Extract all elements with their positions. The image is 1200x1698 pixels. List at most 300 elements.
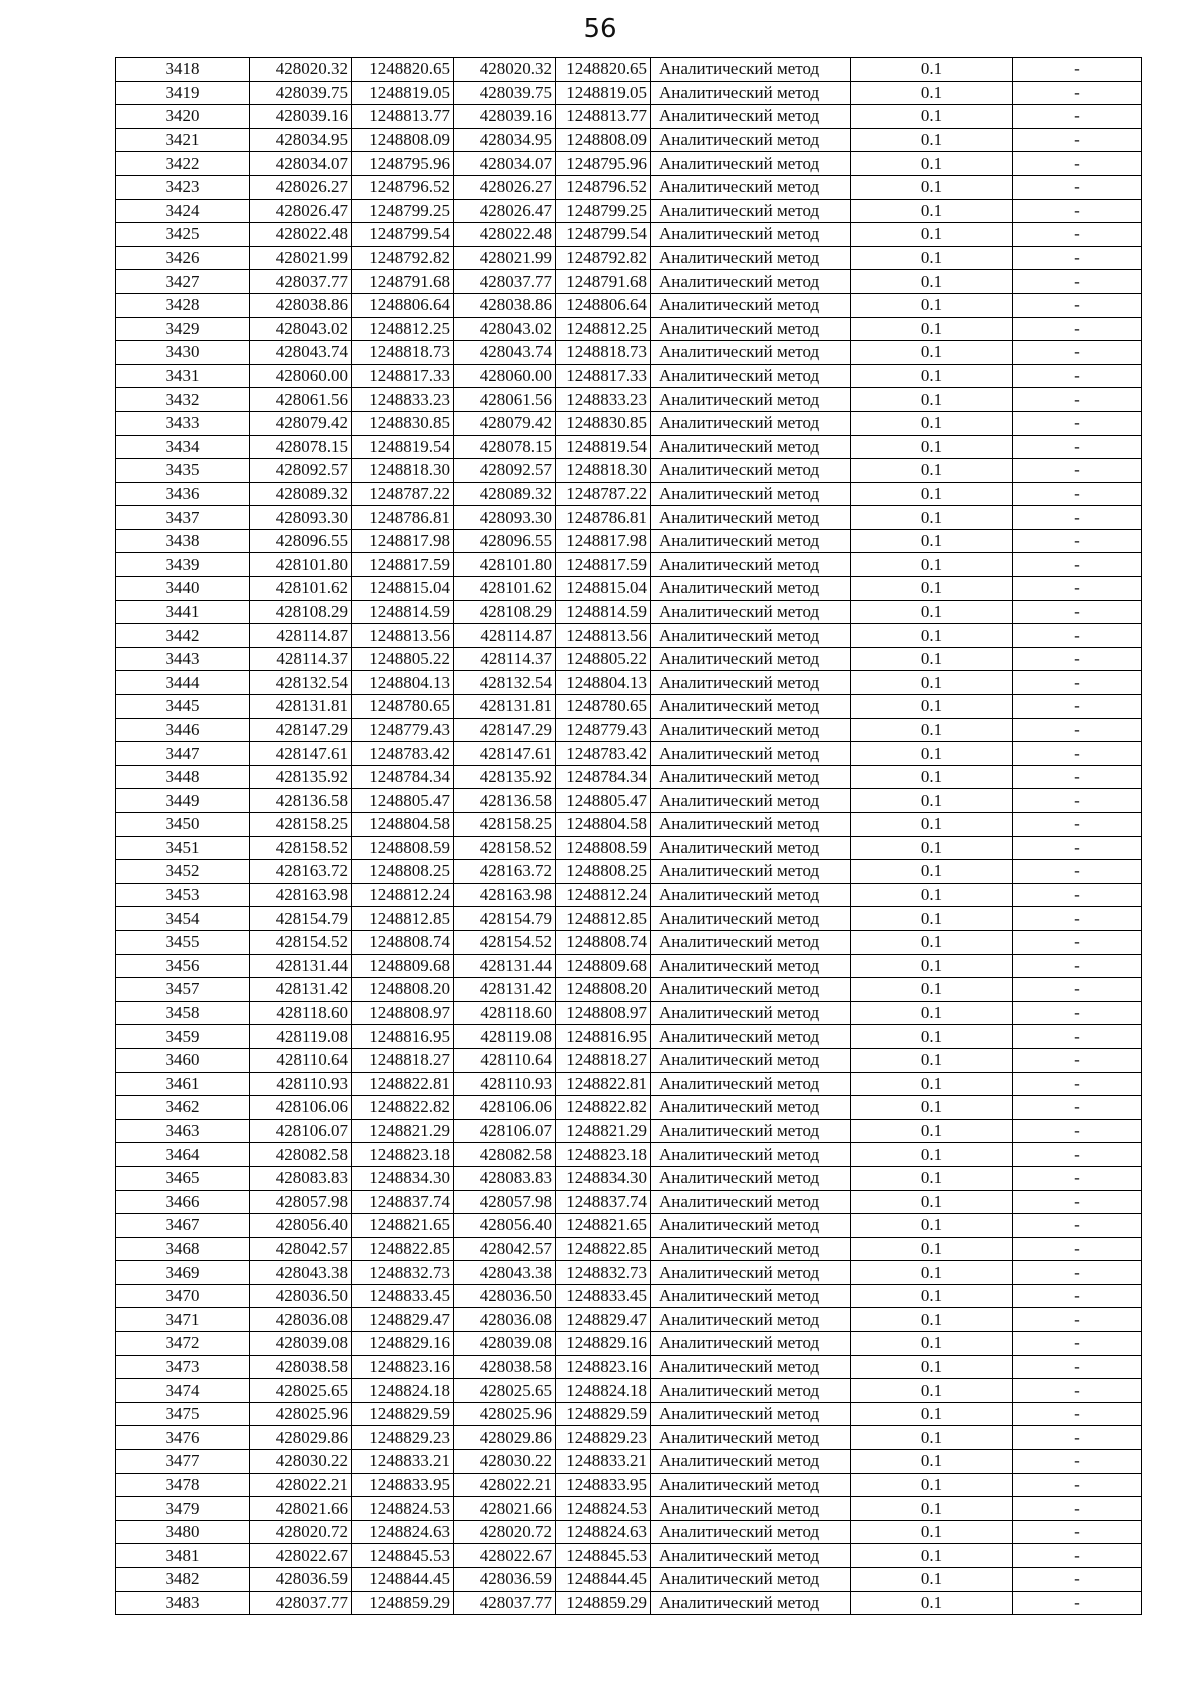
x-coordinate-cell: 428078.15 — [250, 435, 352, 459]
accuracy-cell: 0.1 — [851, 978, 1013, 1002]
method-cell: Аналитический метод — [651, 223, 851, 247]
accuracy-cell: 0.1 — [851, 1166, 1013, 1190]
x-coordinate-cell: 428036.08 — [250, 1308, 352, 1332]
note-cell: - — [1013, 1544, 1142, 1568]
x-coordinate-repeat-cell: 428154.79 — [454, 907, 556, 931]
table-row — [116, 293, 1142, 317]
table-row — [116, 1473, 1142, 1497]
x-coordinate-repeat-cell: 428037.77 — [454, 270, 556, 294]
table-row — [116, 742, 1142, 766]
point-number-cell: 3471 — [116, 1308, 250, 1332]
x-coordinate-repeat-cell: 428114.37 — [454, 647, 556, 671]
y-coordinate-repeat-cell: 1248817.98 — [556, 529, 651, 553]
note-cell: - — [1013, 293, 1142, 317]
y-coordinate-repeat-cell: 1248829.23 — [556, 1426, 651, 1450]
method-cell: Аналитический метод — [651, 624, 851, 648]
note-cell: - — [1013, 1166, 1142, 1190]
y-coordinate-repeat-cell: 1248824.18 — [556, 1379, 651, 1403]
method-cell: Аналитический метод — [651, 1568, 851, 1592]
x-coordinate-cell: 428025.65 — [250, 1379, 352, 1403]
y-coordinate-cell: 1248833.45 — [352, 1284, 454, 1308]
point-number-cell: 3460 — [116, 1048, 250, 1072]
y-coordinate-cell: 1248808.09 — [352, 128, 454, 152]
x-coordinate-cell: 428092.57 — [250, 459, 352, 483]
y-coordinate-repeat-cell: 1248786.81 — [556, 506, 651, 530]
point-number-cell: 3438 — [116, 529, 250, 553]
x-coordinate-cell: 428106.06 — [250, 1096, 352, 1120]
x-coordinate-cell: 428036.50 — [250, 1284, 352, 1308]
method-cell: Аналитический метод — [651, 1402, 851, 1426]
method-cell: Аналитический метод — [651, 1308, 851, 1332]
accuracy-cell: 0.1 — [851, 860, 1013, 884]
y-coordinate-cell: 1248784.34 — [352, 765, 454, 789]
x-coordinate-cell: 428039.08 — [250, 1332, 352, 1356]
accuracy-cell: 0.1 — [851, 81, 1013, 105]
note-cell: - — [1013, 647, 1142, 671]
table-row — [116, 506, 1142, 530]
point-number-cell: 3439 — [116, 553, 250, 577]
y-coordinate-cell: 1248813.77 — [352, 105, 454, 129]
x-coordinate-repeat-cell: 428119.08 — [454, 1025, 556, 1049]
x-coordinate-repeat-cell: 428132.54 — [454, 671, 556, 695]
y-coordinate-repeat-cell: 1248805.47 — [556, 789, 651, 813]
table-row — [116, 1119, 1142, 1143]
y-coordinate-cell: 1248809.68 — [352, 954, 454, 978]
table-row — [116, 1025, 1142, 1049]
x-coordinate-cell: 428110.93 — [250, 1072, 352, 1096]
method-cell: Аналитический метод — [651, 883, 851, 907]
x-coordinate-repeat-cell: 428025.65 — [454, 1379, 556, 1403]
x-coordinate-repeat-cell: 428135.92 — [454, 765, 556, 789]
note-cell: - — [1013, 1190, 1142, 1214]
y-coordinate-cell: 1248787.22 — [352, 482, 454, 506]
point-number-cell: 3430 — [116, 341, 250, 365]
point-number-cell: 3420 — [116, 105, 250, 129]
accuracy-cell: 0.1 — [851, 1284, 1013, 1308]
table-row — [116, 175, 1142, 199]
point-number-cell: 3462 — [116, 1096, 250, 1120]
accuracy-cell: 0.1 — [851, 1143, 1013, 1167]
point-number-cell: 3456 — [116, 954, 250, 978]
accuracy-cell: 0.1 — [851, 435, 1013, 459]
y-coordinate-cell: 1248833.23 — [352, 388, 454, 412]
y-coordinate-repeat-cell: 1248833.45 — [556, 1284, 651, 1308]
method-cell: Аналитический метод — [651, 199, 851, 223]
y-coordinate-cell: 1248819.54 — [352, 435, 454, 459]
y-coordinate-repeat-cell: 1248804.58 — [556, 813, 651, 837]
y-coordinate-repeat-cell: 1248812.85 — [556, 907, 651, 931]
point-number-cell: 3467 — [116, 1214, 250, 1238]
x-coordinate-cell: 428147.29 — [250, 718, 352, 742]
method-cell: Аналитический метод — [651, 954, 851, 978]
accuracy-cell: 0.1 — [851, 1497, 1013, 1521]
x-coordinate-repeat-cell: 428029.86 — [454, 1426, 556, 1450]
note-cell: - — [1013, 860, 1142, 884]
note-cell: - — [1013, 813, 1142, 837]
table-row — [116, 836, 1142, 860]
method-cell: Аналитический метод — [651, 553, 851, 577]
table-row — [116, 624, 1142, 648]
y-coordinate-repeat-cell: 1248822.85 — [556, 1237, 651, 1261]
accuracy-cell: 0.1 — [851, 789, 1013, 813]
x-coordinate-cell: 428043.74 — [250, 341, 352, 365]
x-coordinate-cell: 428060.00 — [250, 364, 352, 388]
method-cell: Аналитический метод — [651, 364, 851, 388]
note-cell: - — [1013, 978, 1142, 1002]
x-coordinate-cell: 428158.25 — [250, 813, 352, 837]
y-coordinate-repeat-cell: 1248808.59 — [556, 836, 651, 860]
y-coordinate-cell: 1248829.16 — [352, 1332, 454, 1356]
x-coordinate-repeat-cell: 428020.32 — [454, 58, 556, 82]
y-coordinate-repeat-cell: 1248806.64 — [556, 293, 651, 317]
x-coordinate-cell: 428038.58 — [250, 1355, 352, 1379]
x-coordinate-repeat-cell: 428093.30 — [454, 506, 556, 530]
y-coordinate-repeat-cell: 1248784.34 — [556, 765, 651, 789]
x-coordinate-cell: 428131.81 — [250, 695, 352, 719]
point-number-cell: 3466 — [116, 1190, 250, 1214]
x-coordinate-repeat-cell: 428022.48 — [454, 223, 556, 247]
method-cell: Аналитический метод — [651, 765, 851, 789]
y-coordinate-cell: 1248799.25 — [352, 199, 454, 223]
y-coordinate-cell: 1248844.45 — [352, 1568, 454, 1592]
y-coordinate-repeat-cell: 1248820.65 — [556, 58, 651, 82]
y-coordinate-cell: 1248817.33 — [352, 364, 454, 388]
y-coordinate-repeat-cell: 1248796.52 — [556, 175, 651, 199]
x-coordinate-repeat-cell: 428043.74 — [454, 341, 556, 365]
y-coordinate-cell: 1248818.30 — [352, 459, 454, 483]
method-cell: Аналитический метод — [651, 459, 851, 483]
x-coordinate-repeat-cell: 428034.07 — [454, 152, 556, 176]
point-number-cell: 3445 — [116, 695, 250, 719]
y-coordinate-repeat-cell: 1248813.77 — [556, 105, 651, 129]
x-coordinate-repeat-cell: 428057.98 — [454, 1190, 556, 1214]
y-coordinate-repeat-cell: 1248830.85 — [556, 411, 651, 435]
note-cell: - — [1013, 1096, 1142, 1120]
x-coordinate-cell: 428106.07 — [250, 1119, 352, 1143]
y-coordinate-cell: 1248829.59 — [352, 1402, 454, 1426]
method-cell: Аналитический метод — [651, 1166, 851, 1190]
page-number: 56 — [583, 14, 617, 44]
y-coordinate-cell: 1248812.85 — [352, 907, 454, 931]
table-row — [116, 765, 1142, 789]
table-row — [116, 1261, 1142, 1285]
point-number-cell: 3441 — [116, 600, 250, 624]
accuracy-cell: 0.1 — [851, 1450, 1013, 1474]
table-body — [116, 58, 1142, 1615]
table-row — [116, 1402, 1142, 1426]
x-coordinate-repeat-cell: 428039.16 — [454, 105, 556, 129]
x-coordinate-cell: 428135.92 — [250, 765, 352, 789]
y-coordinate-cell: 1248816.95 — [352, 1025, 454, 1049]
y-coordinate-repeat-cell: 1248818.27 — [556, 1048, 651, 1072]
y-coordinate-repeat-cell: 1248808.97 — [556, 1001, 651, 1025]
x-coordinate-cell: 428110.64 — [250, 1048, 352, 1072]
y-coordinate-cell: 1248824.18 — [352, 1379, 454, 1403]
y-coordinate-cell: 1248830.85 — [352, 411, 454, 435]
note-cell: - — [1013, 1402, 1142, 1426]
table-row — [116, 1379, 1142, 1403]
y-coordinate-repeat-cell: 1248823.18 — [556, 1143, 651, 1167]
method-cell: Аналитический метод — [651, 1119, 851, 1143]
x-coordinate-repeat-cell: 428056.40 — [454, 1214, 556, 1238]
note-cell: - — [1013, 695, 1142, 719]
accuracy-cell: 0.1 — [851, 647, 1013, 671]
x-coordinate-cell: 428022.21 — [250, 1473, 352, 1497]
accuracy-cell: 0.1 — [851, 813, 1013, 837]
note-cell: - — [1013, 907, 1142, 931]
x-coordinate-cell: 428114.37 — [250, 647, 352, 671]
y-coordinate-repeat-cell: 1248821.65 — [556, 1214, 651, 1238]
method-cell: Аналитический метод — [651, 1497, 851, 1521]
note-cell: - — [1013, 1284, 1142, 1308]
y-coordinate-cell: 1248824.53 — [352, 1497, 454, 1521]
method-cell: Аналитический метод — [651, 293, 851, 317]
table-row — [116, 270, 1142, 294]
point-number-cell: 3452 — [116, 860, 250, 884]
x-coordinate-repeat-cell: 428083.83 — [454, 1166, 556, 1190]
x-coordinate-cell: 428101.62 — [250, 577, 352, 601]
note-cell: - — [1013, 435, 1142, 459]
table-row — [116, 1096, 1142, 1120]
y-coordinate-cell: 1248823.16 — [352, 1355, 454, 1379]
table-row — [116, 695, 1142, 719]
note-cell: - — [1013, 81, 1142, 105]
x-coordinate-repeat-cell: 428038.58 — [454, 1355, 556, 1379]
note-cell: - — [1013, 482, 1142, 506]
y-coordinate-cell: 1248829.47 — [352, 1308, 454, 1332]
y-coordinate-repeat-cell: 1248814.59 — [556, 600, 651, 624]
note-cell: - — [1013, 1568, 1142, 1592]
x-coordinate-repeat-cell: 428037.77 — [454, 1591, 556, 1615]
y-coordinate-cell: 1248783.42 — [352, 742, 454, 766]
table-row — [116, 1426, 1142, 1450]
x-coordinate-cell: 428089.32 — [250, 482, 352, 506]
point-number-cell: 3426 — [116, 246, 250, 270]
table-row — [116, 128, 1142, 152]
point-number-cell: 3446 — [116, 718, 250, 742]
point-number-cell: 3482 — [116, 1568, 250, 1592]
y-coordinate-cell: 1248808.97 — [352, 1001, 454, 1025]
note-cell: - — [1013, 1261, 1142, 1285]
table-row — [116, 81, 1142, 105]
x-coordinate-cell: 428037.77 — [250, 270, 352, 294]
method-cell: Аналитический метод — [651, 907, 851, 931]
point-number-cell: 3472 — [116, 1332, 250, 1356]
note-cell: - — [1013, 411, 1142, 435]
x-coordinate-cell: 428034.07 — [250, 152, 352, 176]
x-coordinate-cell: 428026.27 — [250, 175, 352, 199]
y-coordinate-repeat-cell: 1248817.33 — [556, 364, 651, 388]
x-coordinate-cell: 428132.54 — [250, 671, 352, 695]
table-row — [116, 1544, 1142, 1568]
y-coordinate-repeat-cell: 1248829.59 — [556, 1402, 651, 1426]
point-number-cell: 3454 — [116, 907, 250, 931]
y-coordinate-repeat-cell: 1248816.95 — [556, 1025, 651, 1049]
table-row — [116, 411, 1142, 435]
accuracy-cell: 0.1 — [851, 1473, 1013, 1497]
note-cell: - — [1013, 1237, 1142, 1261]
x-coordinate-repeat-cell: 428036.50 — [454, 1284, 556, 1308]
point-number-cell: 3442 — [116, 624, 250, 648]
point-number-cell: 3425 — [116, 223, 250, 247]
note-cell: - — [1013, 624, 1142, 648]
point-number-cell: 3453 — [116, 883, 250, 907]
point-number-cell: 3444 — [116, 671, 250, 695]
method-cell: Аналитический метод — [651, 1520, 851, 1544]
y-coordinate-repeat-cell: 1248791.68 — [556, 270, 651, 294]
note-cell: - — [1013, 1119, 1142, 1143]
table-row — [116, 1332, 1142, 1356]
accuracy-cell: 0.1 — [851, 1379, 1013, 1403]
x-coordinate-cell: 428020.32 — [250, 58, 352, 82]
point-number-cell: 3450 — [116, 813, 250, 837]
y-coordinate-repeat-cell: 1248844.45 — [556, 1568, 651, 1592]
y-coordinate-cell: 1248818.73 — [352, 341, 454, 365]
x-coordinate-repeat-cell: 428042.57 — [454, 1237, 556, 1261]
y-coordinate-repeat-cell: 1248787.22 — [556, 482, 651, 506]
x-coordinate-cell: 428056.40 — [250, 1214, 352, 1238]
x-coordinate-cell: 428163.72 — [250, 860, 352, 884]
y-coordinate-cell: 1248796.52 — [352, 175, 454, 199]
point-number-cell: 3455 — [116, 930, 250, 954]
y-coordinate-repeat-cell: 1248795.96 — [556, 152, 651, 176]
y-coordinate-repeat-cell: 1248808.20 — [556, 978, 651, 1002]
method-cell: Аналитический метод — [651, 1426, 851, 1450]
accuracy-cell: 0.1 — [851, 506, 1013, 530]
y-coordinate-cell: 1248808.59 — [352, 836, 454, 860]
point-number-cell: 3468 — [116, 1237, 250, 1261]
point-number-cell: 3478 — [116, 1473, 250, 1497]
accuracy-cell: 0.1 — [851, 1591, 1013, 1615]
table-row — [116, 341, 1142, 365]
point-number-cell: 3458 — [116, 1001, 250, 1025]
point-number-cell: 3421 — [116, 128, 250, 152]
x-coordinate-cell: 428163.98 — [250, 883, 352, 907]
x-coordinate-repeat-cell: 428158.52 — [454, 836, 556, 860]
y-coordinate-repeat-cell: 1248799.25 — [556, 199, 651, 223]
x-coordinate-repeat-cell: 428136.58 — [454, 789, 556, 813]
x-coordinate-cell: 428039.75 — [250, 81, 352, 105]
method-cell: Аналитический метод — [651, 1544, 851, 1568]
method-cell: Аналитический метод — [651, 175, 851, 199]
x-coordinate-repeat-cell: 428025.96 — [454, 1402, 556, 1426]
x-coordinate-cell: 428147.61 — [250, 742, 352, 766]
method-cell: Аналитический метод — [651, 1332, 851, 1356]
accuracy-cell: 0.1 — [851, 883, 1013, 907]
note-cell: - — [1013, 1426, 1142, 1450]
table-row — [116, 1284, 1142, 1308]
accuracy-cell: 0.1 — [851, 341, 1013, 365]
y-coordinate-repeat-cell: 1248833.23 — [556, 388, 651, 412]
y-coordinate-repeat-cell: 1248824.63 — [556, 1520, 651, 1544]
y-coordinate-repeat-cell: 1248815.04 — [556, 577, 651, 601]
note-cell: - — [1013, 1001, 1142, 1025]
table-row — [116, 1497, 1142, 1521]
accuracy-cell: 0.1 — [851, 695, 1013, 719]
accuracy-cell: 0.1 — [851, 1355, 1013, 1379]
y-coordinate-cell: 1248822.85 — [352, 1237, 454, 1261]
accuracy-cell: 0.1 — [851, 1261, 1013, 1285]
x-coordinate-cell: 428043.02 — [250, 317, 352, 341]
x-coordinate-cell: 428108.29 — [250, 600, 352, 624]
y-coordinate-repeat-cell: 1248819.54 — [556, 435, 651, 459]
note-cell: - — [1013, 883, 1142, 907]
x-coordinate-repeat-cell: 428147.61 — [454, 742, 556, 766]
note-cell: - — [1013, 175, 1142, 199]
method-cell: Аналитический метод — [651, 836, 851, 860]
x-coordinate-repeat-cell: 428060.00 — [454, 364, 556, 388]
accuracy-cell: 0.1 — [851, 529, 1013, 553]
point-number-cell: 3470 — [116, 1284, 250, 1308]
accuracy-cell: 0.1 — [851, 388, 1013, 412]
accuracy-cell: 0.1 — [851, 459, 1013, 483]
note-cell: - — [1013, 1025, 1142, 1049]
table-row — [116, 1072, 1142, 1096]
x-coordinate-cell: 428036.59 — [250, 1568, 352, 1592]
accuracy-cell: 0.1 — [851, 1402, 1013, 1426]
x-coordinate-cell: 428118.60 — [250, 1001, 352, 1025]
y-coordinate-cell: 1248829.23 — [352, 1426, 454, 1450]
x-coordinate-repeat-cell: 428108.29 — [454, 600, 556, 624]
note-cell: - — [1013, 600, 1142, 624]
y-coordinate-cell: 1248814.59 — [352, 600, 454, 624]
method-cell: Аналитический метод — [651, 341, 851, 365]
accuracy-cell: 0.1 — [851, 482, 1013, 506]
y-coordinate-cell: 1248804.13 — [352, 671, 454, 695]
coordinates-table — [115, 57, 1142, 1615]
note-cell: - — [1013, 836, 1142, 860]
method-cell: Аналитический метод — [651, 482, 851, 506]
point-number-cell: 3435 — [116, 459, 250, 483]
point-number-cell: 3475 — [116, 1402, 250, 1426]
table-row — [116, 1568, 1142, 1592]
y-coordinate-repeat-cell: 1248780.65 — [556, 695, 651, 719]
table-row — [116, 813, 1142, 837]
accuracy-cell: 0.1 — [851, 1072, 1013, 1096]
x-coordinate-repeat-cell: 428078.15 — [454, 435, 556, 459]
y-coordinate-cell: 1248806.64 — [352, 293, 454, 317]
y-coordinate-repeat-cell: 1248829.47 — [556, 1308, 651, 1332]
table-row — [116, 671, 1142, 695]
y-coordinate-cell: 1248859.29 — [352, 1591, 454, 1615]
y-coordinate-cell: 1248792.82 — [352, 246, 454, 270]
point-number-cell: 3447 — [116, 742, 250, 766]
y-coordinate-cell: 1248832.73 — [352, 1261, 454, 1285]
table-row — [116, 364, 1142, 388]
method-cell: Аналитический метод — [651, 1591, 851, 1615]
note-cell: - — [1013, 341, 1142, 365]
method-cell: Аналитический метод — [651, 789, 851, 813]
y-coordinate-repeat-cell: 1248824.53 — [556, 1497, 651, 1521]
y-coordinate-repeat-cell: 1248805.22 — [556, 647, 651, 671]
note-cell: - — [1013, 58, 1142, 82]
x-coordinate-repeat-cell: 428101.62 — [454, 577, 556, 601]
table-row — [116, 647, 1142, 671]
y-coordinate-repeat-cell: 1248804.13 — [556, 671, 651, 695]
y-coordinate-repeat-cell: 1248779.43 — [556, 718, 651, 742]
point-number-cell: 3481 — [116, 1544, 250, 1568]
y-coordinate-cell: 1248818.27 — [352, 1048, 454, 1072]
x-coordinate-repeat-cell: 428061.56 — [454, 388, 556, 412]
y-coordinate-cell: 1248834.30 — [352, 1166, 454, 1190]
y-coordinate-cell: 1248812.25 — [352, 317, 454, 341]
method-cell: Аналитический метод — [651, 813, 851, 837]
table-row — [116, 1048, 1142, 1072]
method-cell: Аналитический метод — [651, 1450, 851, 1474]
point-number-cell: 3451 — [116, 836, 250, 860]
accuracy-cell: 0.1 — [851, 553, 1013, 577]
point-number-cell: 3432 — [116, 388, 250, 412]
